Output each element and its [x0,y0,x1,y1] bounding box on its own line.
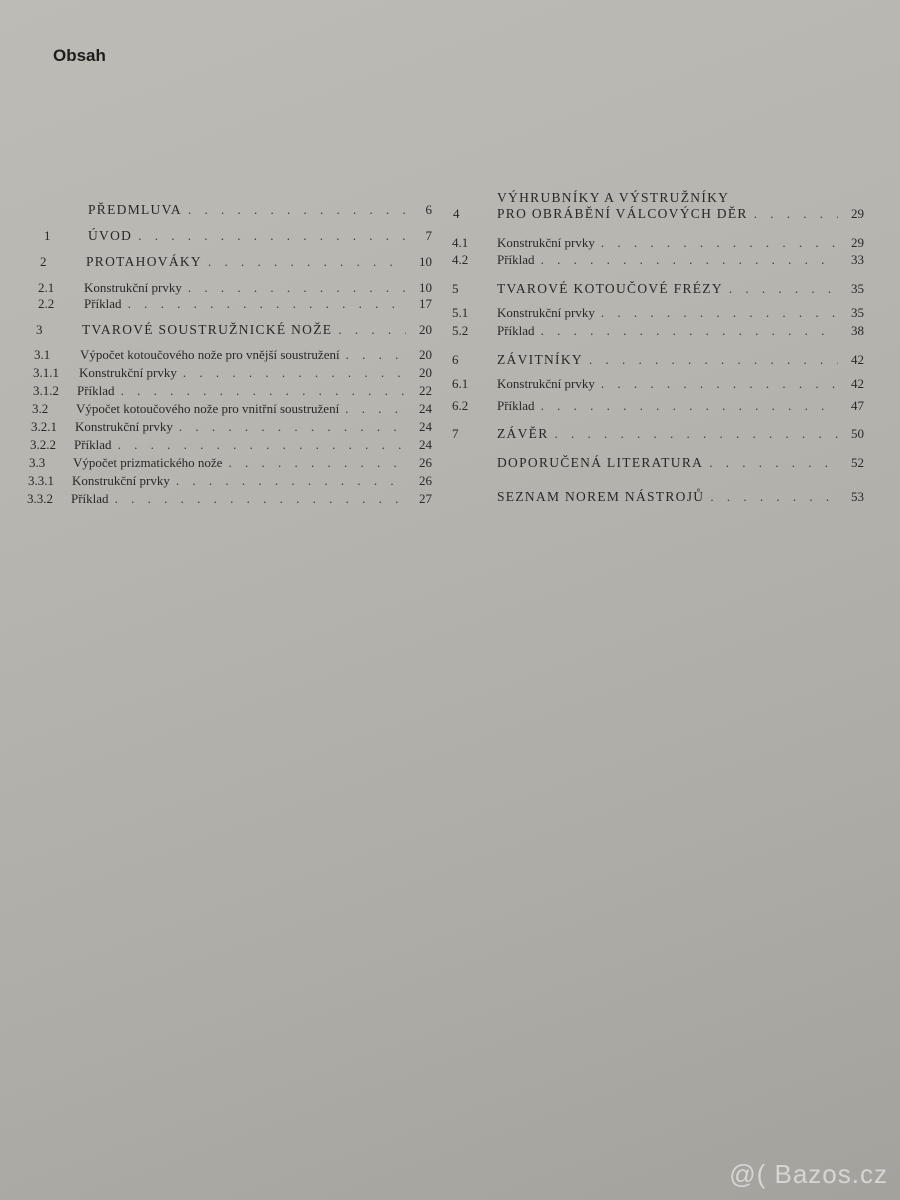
section-number: 5.1 [452,305,469,320]
section-number: 4.2 [452,252,469,267]
dot-leader [589,352,838,368]
section-number: 3.2.1 [31,419,57,434]
dot-leader [188,202,406,218]
dot-leader [601,305,838,321]
toc-entry-title: Konstrukční prvky [72,473,170,488]
page-number: 7 [425,228,432,243]
dot-leader [179,419,406,435]
section-number: 2 [40,254,47,269]
dot-leader [601,235,838,251]
dot-leader [541,252,838,268]
section-number: 5.2 [452,323,469,338]
toc-entry [86,254,432,270]
dot-leader [541,323,838,339]
page-number: 29 [851,206,864,221]
section-number: 3.1 [34,347,51,362]
toc-entry-title: Výpočet kotoučového nože pro vnitřní soustružení [76,401,340,416]
page-number: 20 [419,322,432,337]
dot-leader [228,455,406,471]
page-number: 29 [851,235,864,250]
dot-leader [138,228,406,244]
dot-leader [118,437,406,453]
toc-entry [497,305,864,321]
section-number: 3 [36,322,43,337]
toc-entry [72,473,432,489]
toc-entry-title: ZÁVITNÍKY [497,352,583,367]
section-number: 3.3.2 [27,491,53,506]
toc-entry-title: Výpočet prizmatického nože [73,455,223,470]
toc-entry [497,323,864,339]
toc-entry [76,401,432,417]
toc-entry [497,455,864,471]
page-number: 47 [851,398,864,413]
dot-leader [729,281,838,297]
toc-entry-title: Konstrukční prvky [79,365,177,380]
toc-entry-title: ÚVOD [88,228,133,243]
page-number: 10 [419,254,432,269]
page-number: 42 [851,376,864,391]
dot-leader [208,254,406,270]
toc-entry [497,252,864,268]
toc-entry [497,489,864,505]
toc-entry [84,280,432,296]
dot-leader [188,280,406,296]
toc-entry [84,296,432,312]
dot-leader [541,398,838,414]
section-number: 2.1 [38,280,55,295]
toc-entry [497,426,864,442]
watermark: @( Bazos.cz [729,1159,888,1189]
toc-entry [497,281,864,297]
toc-entry-title: Konstrukční prvky [84,280,182,295]
page-number: 35 [851,305,864,320]
dot-leader [128,296,406,312]
section-number: 4 [453,206,460,221]
section-number: 3.2 [32,401,49,416]
dot-leader [754,206,838,222]
section-number: 4.1 [452,235,469,250]
toc-entry [75,419,432,435]
toc-entry [79,365,432,381]
toc-entry [71,491,432,507]
page-number: 6 [425,202,432,217]
section-number: 6.1 [452,376,469,391]
page-number: 26 [419,455,432,470]
page-number: 35 [851,281,864,296]
toc-entry [497,352,864,368]
toc-entry-title: SEZNAM NOREM NÁSTROJŮ [497,489,705,504]
section-number: 3.2.2 [30,437,56,452]
toc-entry [88,202,432,218]
toc-entry-title: Příklad [74,437,112,452]
page-title: Obsah [53,46,106,65]
dot-leader [115,491,406,507]
toc-entry-title: Konstrukční prvky [497,235,595,250]
page-number: 53 [851,489,864,504]
toc-entry [88,228,432,244]
toc-entry [497,206,864,222]
toc-entry-title: PŘEDMLUVA [88,202,182,217]
toc-entry-title: Výpočet kotoučového nože pro vnější soustružení [80,347,340,362]
page-number: 27 [419,491,432,506]
page-number: 24 [419,437,432,452]
toc-entry-title: Příklad [77,383,115,398]
dot-leader [338,322,406,338]
page-number: 33 [851,252,864,267]
section-number: 1 [44,228,51,243]
toc-entry-title: ZÁVĚR [497,426,549,441]
toc-entry-title: Konstrukční prvky [75,419,173,434]
section-number: 3.1.1 [33,365,59,380]
toc-entry [497,398,864,414]
dot-leader [710,489,838,505]
page-number: 20 [419,347,432,362]
toc-entry-title: PROTAHOVÁKY [86,254,202,269]
section-number: 7 [452,426,459,441]
toc-entry-title: DOPORUČENÁ LITERATURA [497,455,704,470]
toc-entry [73,455,432,471]
toc-entry-title: PRO OBRÁBĚNÍ VÁLCOVÝCH DĚR [497,206,748,221]
dot-leader [345,401,406,417]
section-number: 5 [452,281,459,296]
dot-leader [121,383,406,399]
toc-heading-line1: VÝHRUBNÍKY A VÝSTRUŽNÍKY [497,190,730,205]
page-number: 22 [419,383,432,398]
section-number: 3.3 [29,455,46,470]
dot-leader [709,455,838,471]
dot-leader [601,376,838,392]
page-number: 38 [851,323,864,338]
section-number: 6.2 [452,398,469,413]
page-number: 42 [851,352,864,367]
toc-entry [74,437,432,453]
dot-leader [346,347,406,363]
toc-entry-title: Příklad [497,252,535,267]
dot-leader [183,365,406,381]
section-number: 3.3.1 [28,473,54,488]
toc-entry-title: Příklad [497,323,535,338]
page-number: 20 [419,365,432,380]
toc-entry-title: TVAROVÉ SOUSTRUŽNICKÉ NOŽE [82,322,333,337]
page-number: 24 [419,401,432,416]
toc-entry-title: Příklad [71,491,109,506]
section-number: 3.1.2 [33,383,59,398]
dot-leader [555,426,839,442]
toc-entry [80,347,432,363]
section-number: 2.2 [38,296,55,311]
page-number: 17 [419,296,432,311]
toc-entry [497,376,864,392]
page-number: 10 [419,280,432,295]
page-number: 52 [851,455,864,470]
toc-entry-title: Příklad [84,296,122,311]
page-number: 24 [419,419,432,434]
toc-entry [497,235,864,251]
toc-entry-title: Příklad [497,398,535,413]
page-number: 50 [851,426,864,441]
toc-entry [82,322,432,338]
toc-entry-title: Konstrukční prvky [497,305,595,320]
section-number: 6 [452,352,459,367]
page-number: 26 [419,473,432,488]
toc-entry-title: TVAROVÉ KOTOUČOVÉ FRÉZY [497,281,723,296]
toc-entry [77,383,432,399]
toc-entry-title: Konstrukční prvky [497,376,595,391]
dot-leader [176,473,406,489]
